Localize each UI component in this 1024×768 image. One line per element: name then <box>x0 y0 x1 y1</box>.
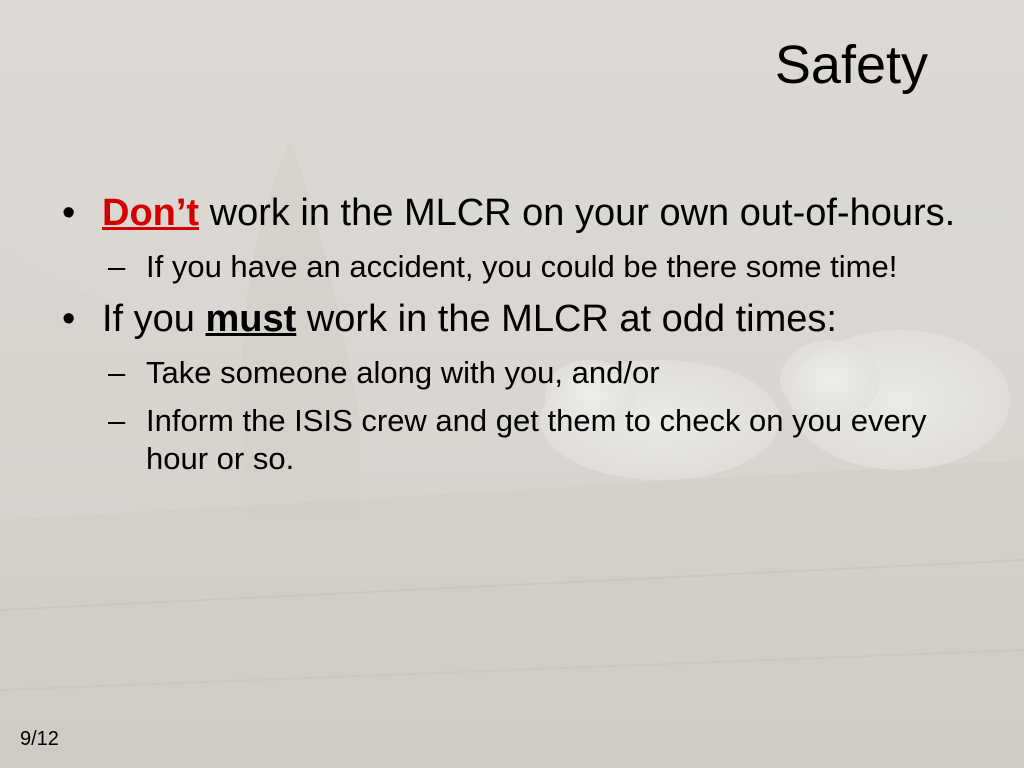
sub-bullet-text: If you have an accident, you could be there some time! <box>146 249 898 284</box>
dash-glyph: – <box>108 403 126 438</box>
slide-content <box>62 190 962 488</box>
dash-glyph: – <box>108 249 126 284</box>
sub-bullet-text: Inform the ISIS crew and get them to check on you every hour or so. <box>146 403 927 476</box>
emphasis-must: must <box>205 298 297 340</box>
bullet-item <box>62 190 962 236</box>
bullet-text: work in the MLCR on your own out-of-hours. <box>199 192 956 234</box>
emphasis-dont: Don’t <box>102 192 200 234</box>
bullet-text: work in the MLCR at odd times: <box>296 298 837 340</box>
slide-title: Safety <box>774 35 928 95</box>
sub-bullet-item <box>108 248 962 286</box>
sub-bullet-item <box>108 354 962 392</box>
sub-bullet-text: Take someone along with you, and/or <box>146 355 660 390</box>
dash-glyph: – <box>108 355 126 390</box>
bullet-glyph: • <box>62 192 76 234</box>
bullet-prefix: If you <box>102 298 206 340</box>
bullet-glyph: • <box>62 298 76 340</box>
sub-bullet-item <box>108 402 962 478</box>
bullet-item <box>62 296 962 342</box>
page-number: 9/12 <box>20 728 59 750</box>
